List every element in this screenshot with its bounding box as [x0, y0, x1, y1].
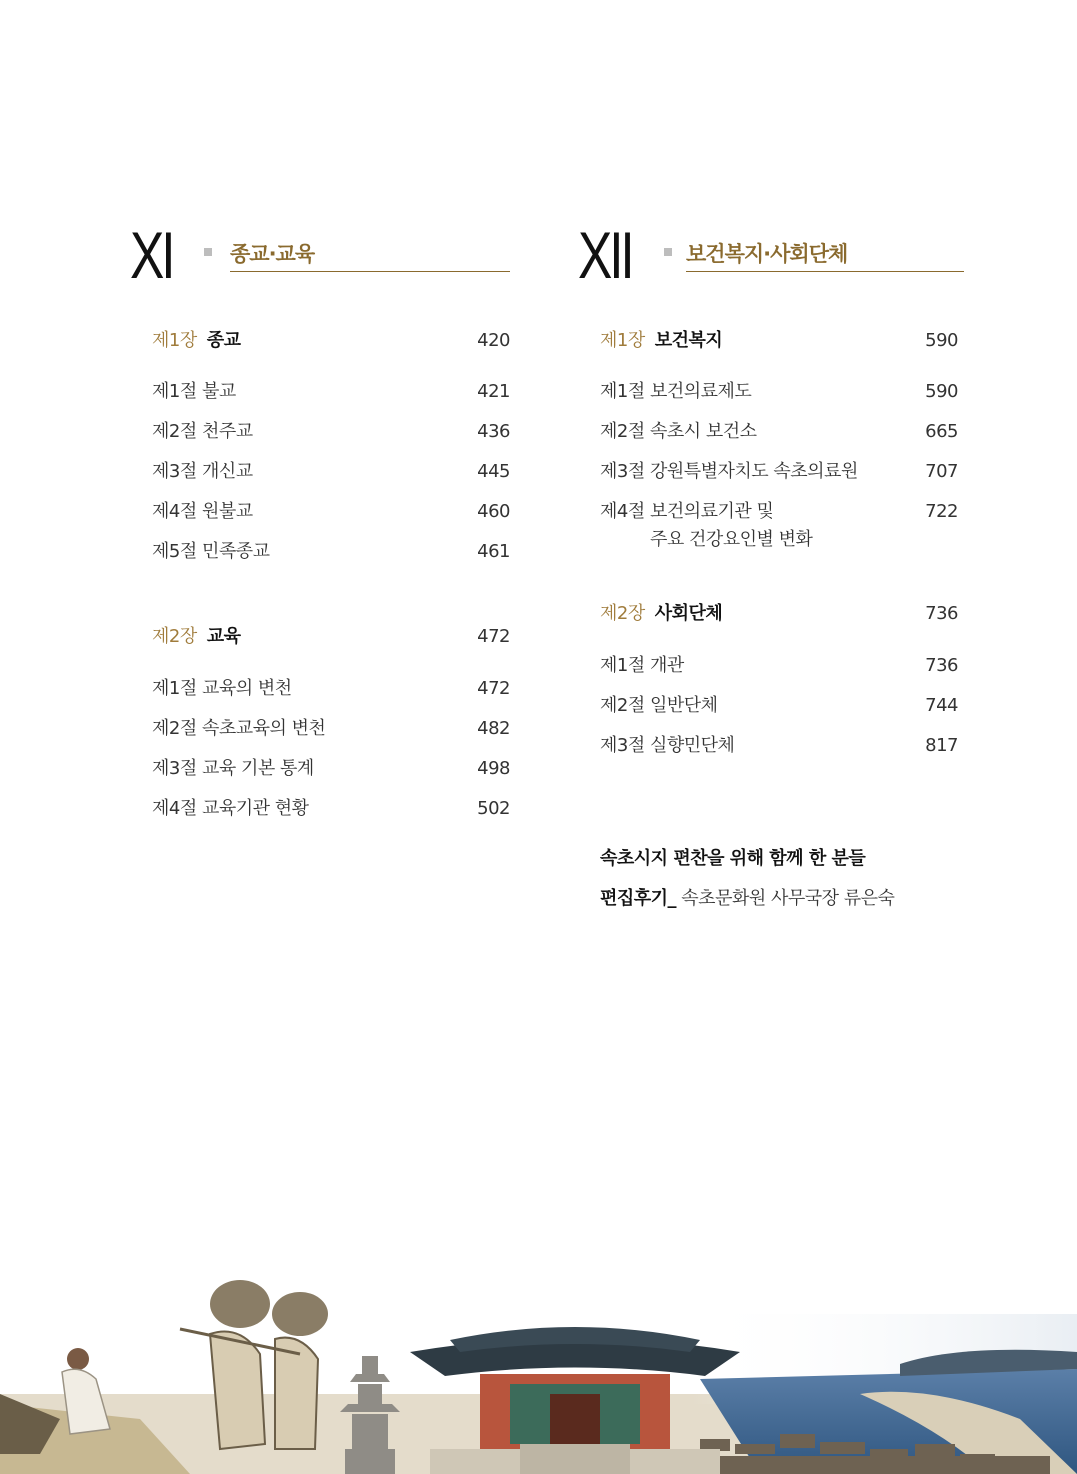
section-title: 제3절 교육 기본 통계	[152, 758, 314, 779]
section-row[interactable]	[600, 381, 958, 403]
section-title: 제1절 개관	[600, 655, 684, 676]
page-number: 817	[925, 735, 958, 756]
section-title: 제2절 천주교	[152, 421, 253, 442]
page-number: 498	[477, 758, 510, 779]
section-row[interactable]	[152, 461, 510, 483]
section-row[interactable]	[152, 718, 510, 740]
section-row[interactable]	[152, 421, 510, 443]
section-row[interactable]	[152, 381, 510, 403]
section-title: 제3절 개신교	[152, 461, 253, 482]
section-title: 제1절 교육의 변천	[152, 678, 292, 699]
page-number: 722	[925, 501, 958, 522]
section-row[interactable]	[152, 678, 510, 700]
section-row[interactable]	[600, 501, 958, 523]
section-title: 제1절 불교	[152, 381, 236, 402]
afterword-label: 편집후기_	[600, 888, 677, 909]
section-row[interactable]	[600, 655, 958, 677]
page-number: 460	[477, 501, 510, 522]
page-number: 436	[477, 421, 510, 442]
chapter-number: 제2장	[152, 626, 197, 647]
section-row[interactable]	[600, 461, 958, 483]
contributors-title: 속초시지 편찬을 위해 함께 한 분들	[600, 848, 866, 869]
afterword-link[interactable]	[600, 888, 894, 910]
chapter-row[interactable]	[152, 330, 510, 352]
section-title-continued: 주요 건강요인별 변화	[650, 529, 813, 550]
page-number: 445	[477, 461, 510, 482]
contributors-link[interactable]	[600, 848, 865, 870]
section-title: 제4절 원불교	[152, 501, 253, 522]
section-title: 제5절 민족종교	[152, 541, 270, 562]
part-title: 종교·교육	[230, 242, 315, 266]
page-number: 665	[925, 421, 958, 442]
page-number: 707	[925, 461, 958, 482]
section-title: 제4절 교육기관 현황	[152, 798, 309, 819]
page-number: 736	[925, 655, 958, 676]
part-header	[578, 218, 964, 292]
section-row[interactable]	[600, 695, 958, 717]
bullet-icon	[664, 248, 672, 256]
section-title: 제3절 강원특별자치도 속초의료원	[600, 461, 858, 482]
page-number: 590	[925, 381, 958, 402]
page-number: 461	[477, 541, 510, 562]
chapter-number: 제1장	[152, 330, 197, 351]
chapter-title: 교육	[206, 626, 241, 647]
chapter-row[interactable]	[600, 330, 958, 352]
part-title: 보건복지·사회단체	[686, 242, 848, 266]
chapter-number: 제2장	[600, 603, 645, 624]
page-number: 472	[477, 678, 510, 699]
page-number: 420	[477, 330, 510, 351]
decorative-collage	[0, 1244, 1077, 1474]
chapter-row[interactable]	[152, 626, 510, 648]
section-title: 제2절 속초시 보건소	[600, 421, 757, 442]
section-row[interactable]	[152, 541, 510, 563]
roman-numeral: XII	[578, 218, 632, 292]
chapter-row[interactable]	[600, 603, 958, 625]
section-title: 제2절 일반단체	[600, 695, 718, 716]
page-number: 744	[925, 695, 958, 716]
page-number: 590	[925, 330, 958, 351]
divider	[230, 271, 510, 272]
chapter-title: 보건복지	[654, 330, 723, 351]
chapter-title: 종교	[206, 330, 241, 351]
section-row[interactable]	[600, 421, 958, 443]
page-number: 421	[477, 381, 510, 402]
section-row[interactable]	[152, 798, 510, 820]
section-title: 제3절 실향민단체	[600, 735, 735, 756]
section-row[interactable]	[152, 501, 510, 523]
afterword-author: 속초문화원 사무국장 류은숙	[681, 888, 895, 909]
section-row[interactable]	[152, 758, 510, 780]
part-header	[130, 218, 510, 292]
chapter-number: 제1장	[600, 330, 645, 351]
section-title: 제2절 속초교육의 변천	[152, 718, 326, 739]
bullet-icon	[204, 248, 212, 256]
page-number: 482	[477, 718, 510, 739]
page-number: 736	[925, 603, 958, 624]
section-title: 제4절 보건의료기관 및	[600, 501, 774, 522]
chapter-title: 사회단체	[654, 603, 723, 624]
page-number: 472	[477, 626, 510, 647]
page-number: 502	[477, 798, 510, 819]
section-title: 제1절 보건의료제도	[600, 381, 752, 402]
divider	[686, 271, 964, 272]
roman-numeral: XI	[130, 218, 173, 292]
section-row[interactable]	[600, 735, 958, 757]
